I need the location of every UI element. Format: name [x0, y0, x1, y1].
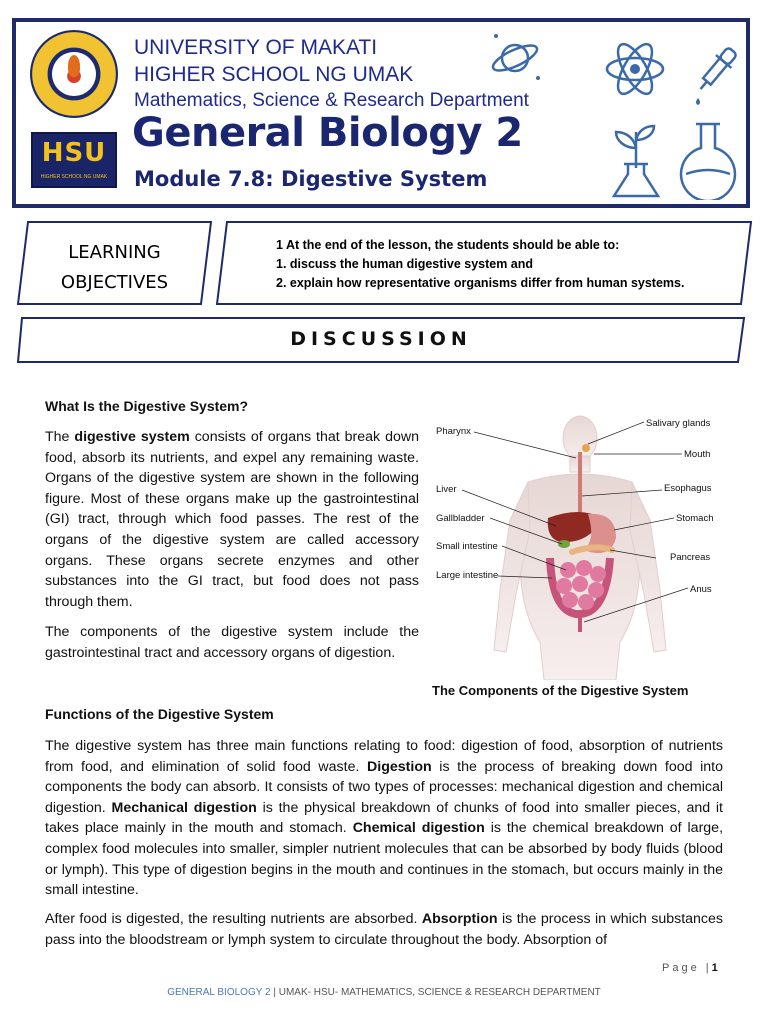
footer-department: UMAK- HSU- MATHEMATICS, SCIENCE & RESEARCH DEPARTMENT [278, 987, 601, 998]
label-large-intestine: Large intestine [436, 570, 499, 581]
term-digestive-system: digestive system [74, 429, 190, 445]
paragraph-absorption [45, 909, 723, 950]
label-salivary-glands: Salivary glands [646, 418, 711, 429]
label-liver: Liver [436, 484, 457, 495]
para-text: is the process of breaking down food into components the body can absorb. It consists of two types of processes: mechanical digestion and chemical digestion. [45, 758, 723, 816]
discussion-heading: DISCUSSION [290, 328, 472, 350]
footer-course: GENERAL BIOLOGY 2 [167, 987, 271, 998]
hsu-logo-subtext: HIGHER SCHOOL NG UMAK [40, 174, 108, 180]
figure-caption: The Components of the Digestive System [432, 683, 689, 698]
term-absorption: Absorption [421, 911, 498, 927]
label-mouth: Mouth [684, 449, 711, 460]
plant-flask-icon [606, 118, 666, 200]
section-heading-functions: Functions of the Digestive System [45, 706, 274, 722]
label-anus: Anus [690, 584, 712, 595]
course-title: General Biology 2 [132, 110, 523, 156]
objective-item-1: 1. discuss the human digestive system and [276, 257, 534, 271]
planet-icon [484, 28, 546, 84]
objectives-list [276, 236, 684, 293]
learning-objectives-label [16, 238, 213, 298]
page-label: Page | [662, 962, 712, 974]
module-title: Module 7.8: Digestive System [134, 167, 488, 191]
para-text: After food is digested, the resulting nutrients are absorbed. [45, 911, 422, 927]
para-text: is the physical breakdown of chunks of food into smaller pieces, and it takes place mainly in the mouth and stomach. [45, 799, 723, 837]
dropper-icon [688, 40, 740, 106]
label-gallbladder: Gallbladder [436, 513, 485, 524]
term-chemical-digestion: Chemical digestion [352, 820, 485, 837]
para-text: The digestive system has three main functions relating to food: digestion of food, absorption of nutrients from food, and elimination of solid food waste. [45, 738, 723, 775]
hsu-logo [31, 132, 117, 188]
page-number [662, 962, 718, 974]
label-pharynx: Pharynx [436, 426, 471, 437]
round-flask-icon [676, 118, 740, 200]
para-text: is the process in which substances pass into the bloodstream or lymph system to circulate throughout the body. Absorption of [45, 911, 723, 948]
para-text: consists of organs that break down food, absorb its nutrients, and expel any remaining waste. Organs of the digestive system are shown in the following figure. Most of these organs make up the gastrointestinal (GI) tract, through which food passes. The rest of the organs of the digestive system are called accessory organs. These organs secrete enzymes and other substances into the GI tract, but food does not pass through them. [45, 429, 419, 610]
page-footer [0, 987, 768, 998]
school-name: HIGHER SCHOOL NG UMAK [134, 63, 414, 86]
footer-separator: | [270, 987, 279, 998]
para-text: The [45, 429, 75, 445]
term-mechanical-digestion: Mechanical digestion [111, 799, 257, 816]
para-text: is the chemical breakdown of large, complex food molecules into smaller, simpler nutrient molecules that can be absorbed by body fluids (blood or lymph). This type of digestion begins in the mouth and continues in the stomach, but occurs mainly in the small intestine. [45, 820, 724, 899]
university-name: UNIVERSITY OF MAKATI [134, 36, 378, 59]
paragraph-digestive-system-intro [45, 427, 419, 612]
label-esophagus: Esophagus [664, 483, 712, 494]
paragraph-components: The components of the digestive system include the gastrointestinal tract and accessory organs of digestion. [45, 624, 419, 661]
page-number-value: 1 [711, 962, 718, 974]
atom-icon [602, 36, 668, 102]
objectives-intro: 1 At the end of the lesson, the students should be able to: [276, 238, 620, 252]
label-small-intestine: Small intestine [436, 541, 498, 552]
hsu-logo-text: HSU [41, 138, 107, 168]
learning-objectives-line2: OBJECTIVES [60, 272, 169, 293]
seal-flame-icon [68, 55, 80, 77]
paragraph-functions [45, 736, 723, 901]
department-name: Mathematics, Science & Research Department [134, 90, 529, 111]
learning-objectives-line1: LEARNING [68, 242, 161, 263]
digestive-system-figure [430, 410, 755, 680]
section-heading-what-is: What Is the Digestive System? [45, 398, 249, 414]
term-digestion: Digestion [367, 758, 432, 775]
objective-item-2: 2. explain how representative organisms differ from human systems. [276, 276, 685, 290]
label-stomach: Stomach [676, 513, 714, 524]
label-pancreas: Pancreas [670, 552, 711, 563]
